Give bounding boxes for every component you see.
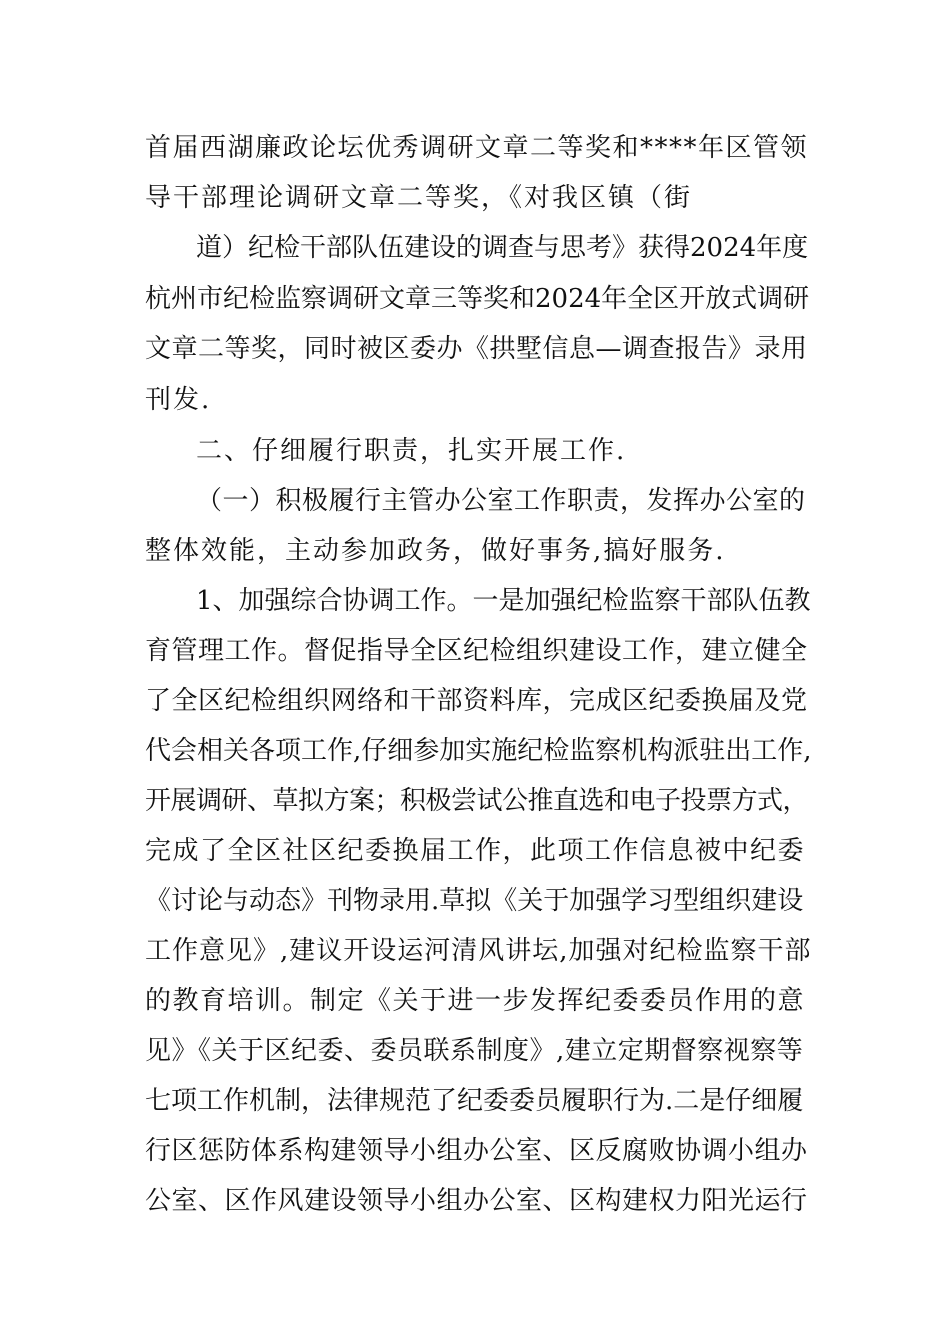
text-line: 1、加强综合协调工作。一是加强纪检监察干部队伍教 [196, 586, 811, 616]
text-line: 七项工作机制，法律规范了纪委委员履职行为.二是仔细履 [145, 1086, 804, 1116]
text-line: 公室、区作风建设领导小组办公室、区构建权力阳光运行 [145, 1186, 808, 1216]
text-line: 刊发. [145, 385, 212, 415]
text-line: 整体效能，主动参加政务，做好事务,搞好服务. [145, 536, 726, 566]
text-line: 导干部理论调研文章二等奖，《对我区镇（街 [145, 183, 693, 213]
text-line: 首届西湖廉政论坛优秀调研文章二等奖和****年区管领 [145, 133, 809, 163]
text-line: 文章二等奖，同时被区委办《拱墅信息—调查报告》录用 [145, 334, 808, 364]
text-line: 工作意见》,建议开设运河清风讲坛,加强对纪检监察干部 [145, 936, 812, 966]
subsection-heading: （一）积极履行主管办公室工作职责，发挥办公室的 [196, 486, 806, 516]
text-line: 开展调研、草拟方案；积极尝试公推直选和电子投票方式， [145, 786, 809, 816]
text-line: 育管理工作。督促指导全区纪检组织建设工作，建立健全 [145, 636, 808, 666]
text-line: 道）纪检干部队伍建设的调查与思考》获得2024年度 [196, 233, 809, 263]
text-line: 完成了全区社区纪委换届工作，此项工作信息被中纪委 [145, 836, 806, 866]
text-line: 的教育培训。制定《关于进一步发挥纪委委员作用的意 [145, 986, 806, 1016]
text-line: 了全区纪检组织网络和干部资料库，完成区纪委换届及党 [145, 686, 808, 716]
text-line: 见》《关于区纪委、委员联系制度》,建立定期督察视察等 [145, 1036, 804, 1066]
section-heading: 二、仔细履行职责，扎实开展工作. [196, 436, 627, 466]
text-line: 杭州市纪检监察调研文章三等奖和2024年全区开放式调研 [145, 284, 810, 314]
text-line: 行区惩防体系构建领导小组办公室、区反腐败协调小组办 [145, 1136, 808, 1166]
text-line: 代会相关各项工作,仔细参加实施纪检监察机构派驻出工作, [145, 736, 812, 766]
text-line: 《讨论与动态》刊物录用.草拟《关于加强学习型组织建设 [145, 886, 804, 916]
